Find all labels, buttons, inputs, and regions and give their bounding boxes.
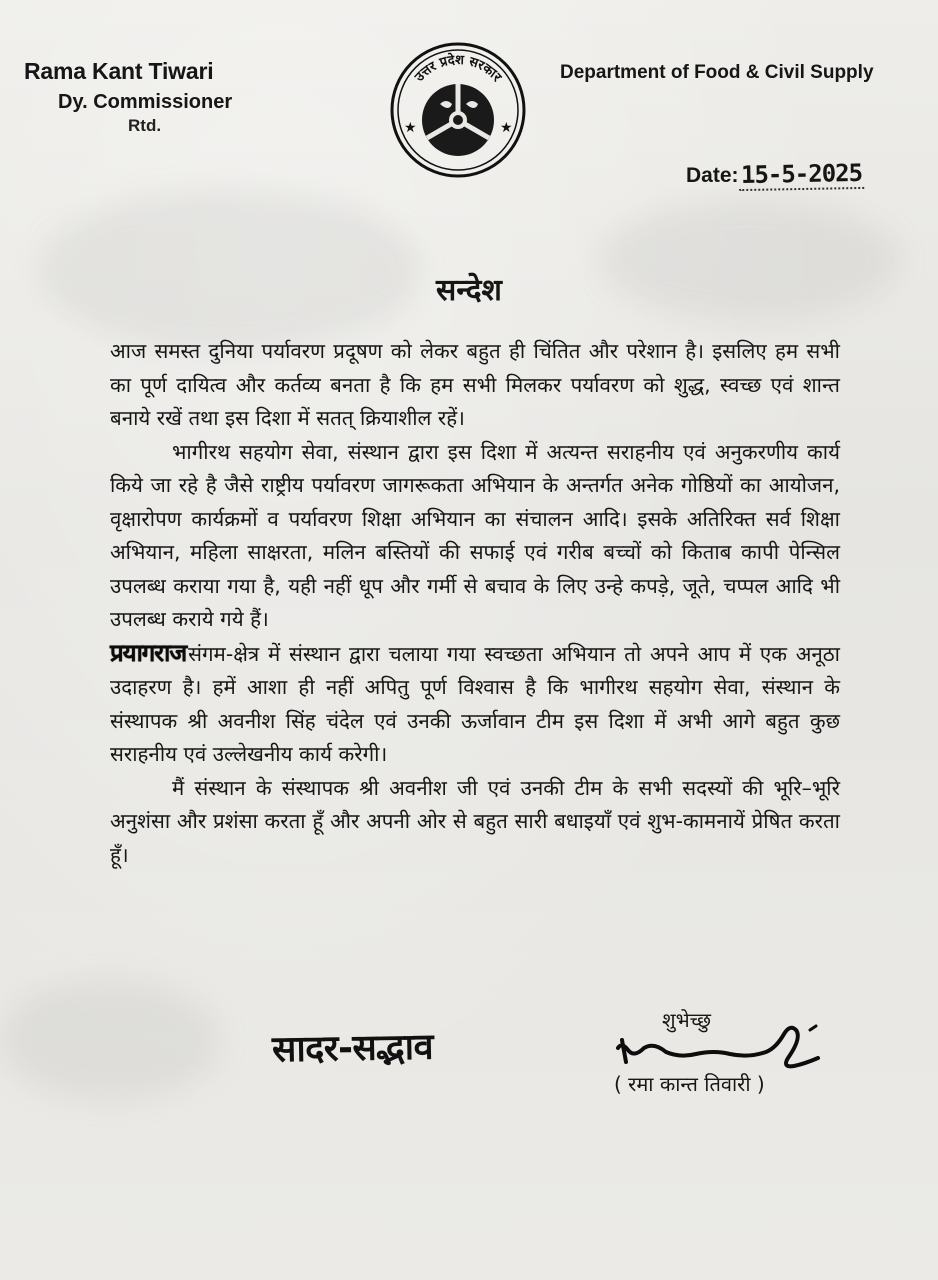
sender-retired: Rtd. xyxy=(128,116,162,135)
paragraph-2: भागीरथ सहयोग सेवा, संस्थान द्वारा इस दिशा में अत्यन्त सराहनीय एवं अनुकरणीय कार्य किये जा रहे है जैसे राष्ट्रीय पर्यावरण जागरूकता अभियान के अन्तर्गत अनेक गोष्ठियों का आयोजन, वृक्षारोपण कार्यक्रमों व पर्यावरण शिक्षा अभियान का संचालन आदि। इसके अतिरिक्त सर्व शिक्षा अभियान, महिला साक्षरता, मलिन बस्तियों की सफाई एवं गरीब बच्चों को किताब कापी पेन्सिल उपलब्ध कराया गया है, यही नहीं धूप और गर्मी से बचाव के लिए उन्हे कपड़े, जूते, चप्पल आदि भी उपलब्ध कराये गये हैं। xyxy=(110,439,840,631)
svg-text:उत्तर प्रदेश सरकार xyxy=(411,52,504,86)
paragraph-4: मैं संस्थान के संस्थापक श्री अवनीश जी एवं उनकी टीम के सभी सदस्यों की भूरि–भूरि अनुशंसा और प्रशंसा करता हूँ और अपनी ओर से बहुत सारी बधाइयाँ एवं शुभ-कामनायें प्रेषित करता हूँ। xyxy=(110,775,840,867)
prayagraj-stamp: प्रयागराज xyxy=(110,638,187,667)
svg-text:★: ★ xyxy=(404,120,417,136)
sender-name: Rama Kant Tiwari xyxy=(24,58,214,84)
date-value: 15-5-2025 xyxy=(738,159,864,191)
uttar-pradesh-government-seal-icon xyxy=(388,40,528,180)
sadar-sadbhav-stamp: सादर-सद्भाव xyxy=(271,1026,434,1071)
paper-stain xyxy=(0,980,220,1100)
department-name: Department of Food & Civil Supply xyxy=(560,62,874,83)
sender-designation: Dy. Commissioner xyxy=(58,91,233,113)
signatory-name: ( रमा कान्त तिवारी ) xyxy=(614,1072,765,1096)
seal-text: उत्तर प्रदेश सरकार xyxy=(412,52,504,85)
letter-body xyxy=(110,335,840,872)
paragraph-1: आज समस्त दुनिया पर्यावरण प्रदूषण को लेकर बहुत ही चिंतित और परेशान है। इसलिए हम सभी का पूर्ण दायित्व और कर्तव्य बनता है कि हम सभी मिलकर पर्यावरण को शुद्ध, स्वच्छ एवं शान्त बनाये रखें तथा इस दिशा में सतत् क्रियाशील रहें। xyxy=(110,339,840,430)
letter-heading: सन्देश xyxy=(436,273,502,308)
svg-text:★: ★ xyxy=(500,120,513,136)
paragraph-3-text: संगम-क्षेत्र में संस्थान द्वारा चलाया गया स्वच्छता अभियान तो अपने आप में एक अनूठा उदाहरण है। हमें आशा ही नहीं अपितु पूर्ण विश्वास है कि भागीरथ सहयोग सेवा, संस्थान के संस्थापक श्री अवनीश सिंह चंदेल एवं उनकी ऊर्जावान टीम इस दिशा में अभी आगे बहुत कुछ सराहनीय एवं उल्लेखनीय कार्य करेगी। xyxy=(110,641,840,766)
sender-block xyxy=(24,58,232,136)
paragraph-3 xyxy=(110,637,840,772)
date-label: Date: xyxy=(686,164,739,187)
date-line xyxy=(686,160,864,190)
well-wisher-label: शुभेच्छु xyxy=(662,1008,712,1032)
